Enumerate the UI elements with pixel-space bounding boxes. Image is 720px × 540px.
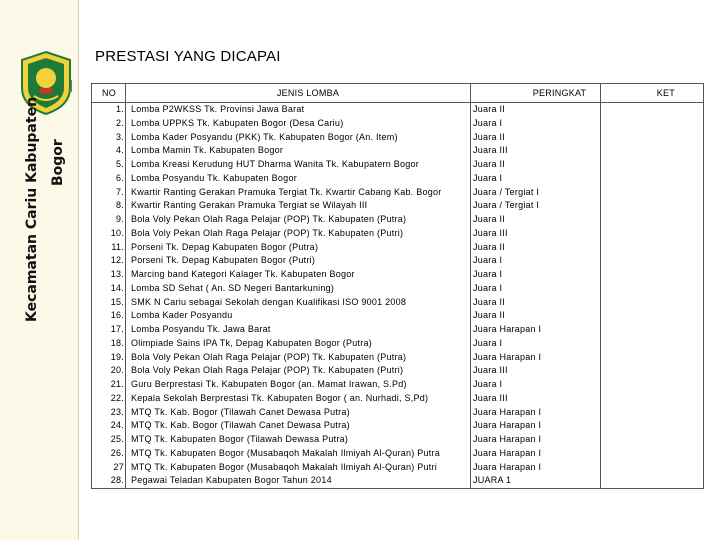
- row-peringkat: Juara I: [473, 379, 503, 389]
- prestasi-table: [91, 83, 704, 489]
- row-jenis-lomba: Marcing band Kategori Kalager Tk. Kabupaten Bogor: [131, 269, 355, 279]
- header-no: NO: [92, 84, 126, 103]
- row-jenis-lomba: SMK N Cariu sebagai Sekolah dengan Kualifikasi ISO 9001 2008: [131, 296, 407, 307]
- row-peringkat: Juara II: [473, 310, 506, 321]
- row-number: 27: [113, 461, 124, 472]
- row-number: 25.: [110, 434, 124, 444]
- row-jenis-lomba: MTQ Tk. Kabupaten Bogor (Tilawah Dewasa Putra): [131, 434, 349, 444]
- row-peringkat: Juara I: [473, 255, 503, 266]
- row-peringkat: Juara Harapan I: [473, 351, 542, 362]
- row-number: 9.: [115, 214, 124, 224]
- row-peringkat: Juara / Tergiat I: [473, 200, 540, 211]
- row-peringkat: Juara Harapan I: [473, 434, 542, 444]
- row-jenis-lomba: MTQ Tk. Kab. Bogor (Tilawah Canet Dewasa Putra): [131, 420, 350, 431]
- table-header-row: [92, 84, 704, 103]
- row-number: 3.: [115, 131, 124, 142]
- row-jenis-lomba: Lomba UPPKS Tk. Kabupaten Bogor (Desa Cariu): [131, 117, 344, 128]
- row-number: 17.: [110, 324, 124, 334]
- row-number: 19.: [110, 351, 124, 362]
- row-jenis-lomba: MTQ Tk. Kab. Bogor (Tilawah Canet Dewasa Putra): [131, 406, 350, 417]
- table-body-row: [92, 103, 704, 489]
- row-peringkat: Juara I: [473, 172, 503, 183]
- ket-column: [601, 103, 704, 489]
- row-jenis-lomba: Lomba Posyandu Tk. Kabupaten Bogor: [131, 172, 297, 183]
- row-peringkat: Juara / Tergiat I: [473, 186, 540, 197]
- row-jenis-lomba: Kepala Sekolah Berprestasi Tk. Kabupaten Bogor ( an. Nurhadi, S,Pd): [131, 392, 429, 403]
- header-jenis-lomba: JENIS LOMBA: [126, 84, 471, 103]
- row-number: 12.: [110, 255, 124, 266]
- row-jenis-lomba: Pegawai Teladan Kabupaten Bogor Tahun 2014: [131, 475, 332, 486]
- row-peringkat: Juara III: [473, 392, 508, 403]
- row-number: 16.: [110, 310, 124, 321]
- no-column: [92, 103, 126, 489]
- row-number: 26.: [110, 447, 124, 458]
- row-jenis-lomba: Kwartir Ranting Gerakan Pramuka Tergiat Tk. Kwartir Cabang Kab. Bogor: [131, 186, 442, 197]
- row-number: 5.: [115, 159, 124, 169]
- peringkat-column: [471, 103, 601, 489]
- row-jenis-lomba: Bola Voly Pekan Olah Raga Pelajar (POP) Tk. Kabupaten (Putri): [131, 227, 404, 238]
- row-jenis-lomba: Lomba Mamin Tk. Kabupaten Bogor: [131, 145, 284, 156]
- row-peringkat: Juara II: [473, 296, 506, 307]
- row-jenis-lomba: Lomba P2WKSS Tk. Provinsi Jawa Barat: [131, 104, 305, 114]
- row-number: 14.: [110, 282, 124, 293]
- row-peringkat: Juara III: [473, 145, 508, 156]
- divider-tick: [71, 80, 72, 92]
- jenis-lomba-column: [126, 103, 471, 489]
- row-number: 22.: [110, 392, 124, 403]
- row-peringkat: Juara II: [473, 131, 506, 142]
- row-number: 11.: [111, 241, 124, 252]
- row-jenis-lomba: Guru Berprestasi Tk. Kabupaten Bogor (an. Mamat Irawan, S.Pd): [131, 379, 407, 389]
- header-ket: KET: [601, 84, 704, 103]
- row-number: 20.: [110, 365, 124, 376]
- row-number: 8.: [115, 200, 124, 211]
- row-number: 4.: [115, 145, 124, 156]
- row-number: 7.: [115, 186, 124, 197]
- row-number: 23.: [110, 406, 124, 417]
- row-peringkat: Juara Harapan I: [473, 324, 542, 334]
- row-peringkat: JUARA 1: [473, 475, 512, 486]
- row-jenis-lomba: Lomba Kader Posyandu (PKK) Tk. Kabupaten Bogor (An. Item): [131, 131, 398, 142]
- row-jenis-lomba: Lomba SD Sehat ( An. SD Negeri Bantarkuning): [131, 282, 335, 293]
- row-number: 10.: [110, 227, 124, 238]
- row-jenis-lomba: Porseni Tk. Depag Kabupaten Bogor (Putra): [131, 241, 319, 252]
- row-peringkat: Juara II: [473, 159, 506, 169]
- sidebar-panel: [0, 0, 79, 540]
- row-number: 21.: [110, 379, 124, 389]
- page-title: PRESTASI YANG DICAPAI: [95, 48, 281, 65]
- row-number: 24.: [110, 420, 124, 431]
- row-jenis-lomba: Olimpiade Sains IPA Tk, Depag Kabupaten Bogor (Putra): [131, 337, 373, 348]
- row-jenis-lomba: Porseni Tk. Depag Kabupaten Bogor (Putri): [131, 255, 316, 266]
- vertical-bogor-text: Bogor: [50, 139, 66, 186]
- row-peringkat: Juara II: [473, 214, 506, 224]
- row-jenis-lomba: Bola Voly Pekan Olah Raga Pelajar (POP) Tk. Kabupaten (Putri): [131, 365, 404, 376]
- row-jenis-lomba: Kwartir Ranting Gerakan Pramuka Tergiat se Wilayah III: [131, 200, 368, 211]
- row-peringkat: Juara II: [473, 104, 506, 114]
- row-peringkat: Juara Harapan I: [473, 447, 542, 458]
- row-peringkat: Juara Harapan I: [473, 406, 542, 417]
- row-jenis-lomba: Bola Voly Pekan Olah Raga Pelajar (POP) Tk. Kabupaten (Putra): [131, 351, 407, 362]
- row-peringkat: Juara I: [473, 117, 503, 128]
- header-peringkat: PERINGKAT: [471, 84, 601, 103]
- row-jenis-lomba: MTQ Tk. Kabupaten Bogor (Musabaqoh Makalah Ilmiyah Al-Quran) Putri: [131, 461, 437, 472]
- row-number: 28.: [110, 475, 124, 486]
- row-jenis-lomba: Bola Voly Pekan Olah Raga Pelajar (POP) Tk. Kabupaten (Putra): [131, 214, 407, 224]
- row-number: 13.: [110, 269, 124, 279]
- row-jenis-lomba: MTQ Tk. Kabupaten Bogor (Musabaqoh Makalah Ilmiyah Al-Quran) Putra: [131, 447, 440, 458]
- row-jenis-lomba: Lomba Kreasi Kerudung HUT Dharma Wanita Tk. Kabupatern Bogor: [131, 159, 419, 169]
- row-number: 6.: [115, 172, 124, 183]
- row-number: 18.: [110, 337, 124, 348]
- row-peringkat: Juara I: [473, 269, 503, 279]
- row-jenis-lomba: Lomba Kader Posyandu: [131, 310, 233, 321]
- row-number: 1.: [115, 104, 124, 114]
- row-peringkat: Juara III: [473, 227, 508, 238]
- row-peringkat: Juara I: [473, 337, 503, 348]
- row-peringkat: Juara Harapan I: [473, 420, 542, 431]
- row-peringkat: Juara Harapan I: [473, 461, 542, 472]
- row-peringkat: Juara I: [473, 282, 503, 293]
- row-jenis-lomba: Lomba Posyandu Tk. Jawa Barat: [131, 324, 271, 334]
- row-number: 2.: [115, 117, 124, 128]
- vertical-kecamatan-text: Kecamatan Cariu Kabupaten: [24, 96, 40, 322]
- row-peringkat: Juara III: [473, 365, 508, 376]
- row-peringkat: Juara II: [473, 241, 506, 252]
- row-number: 15.: [110, 296, 124, 307]
